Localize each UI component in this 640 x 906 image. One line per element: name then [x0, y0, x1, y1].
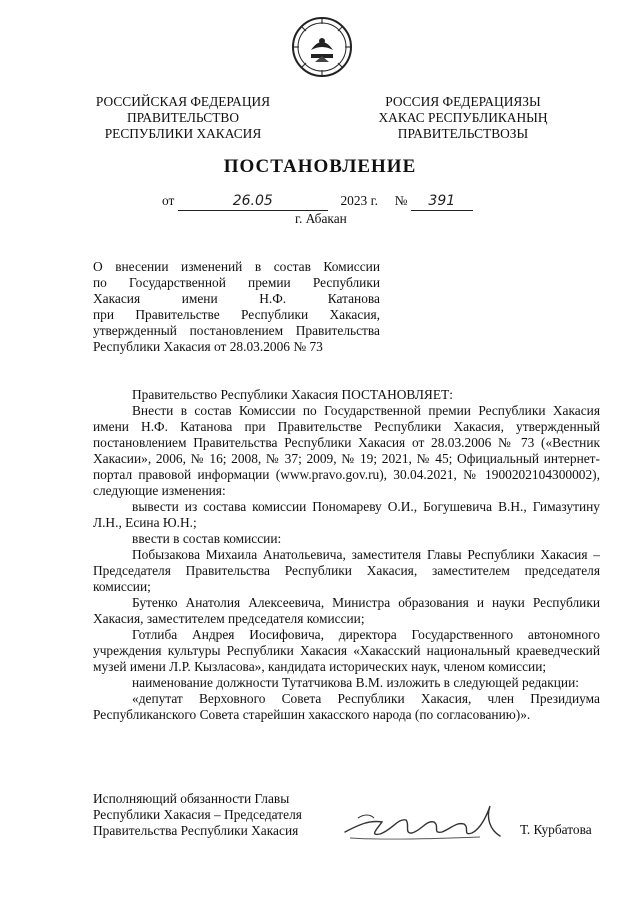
- date-field: [178, 192, 328, 211]
- header-right: [368, 94, 558, 142]
- paragraph: Внести в состав Комиссии по Государственной премии Республики Хакасия имени Н.Ф. Катанова при Правительстве Республики Хакасия, утвержденный постановлением Правительства Республики Хакасия от 28.03.2006 № 73 («Вестник Хакасии», 2006, № 16; 2008, № 37; 2009, № 19; 2021, № 45; Официальный интернет-портал правовой информации (www.pravo.gov.ru), 30.04.2021, № 1900202104300002), следующие изменения:: [93, 403, 600, 498]
- header-left-line: ПРАВИТЕЛЬСТВО: [126, 110, 239, 125]
- subject-line: утвержденный постановлением Правительства: [93, 323, 380, 338]
- subject-line: О внесении изменений в состав Комиссии: [93, 259, 380, 274]
- header-right-line: ХАКАС РЕСПУБЛИКАНЫҢ: [378, 110, 548, 125]
- number-sign: №: [394, 193, 408, 208]
- signatory-line: Исполняющий обязанности Главы: [93, 791, 290, 806]
- coat-of-arms-icon: [291, 16, 353, 78]
- paragraph: Готлиба Андрея Иосифовича, директора Государственного автономного учреждения культуры Республики Хакасия «Хакасский национальный краеведческий музей имени Л.Р. Кызласова», кандидата исторических наук, членом комиссии;: [93, 627, 600, 674]
- document-body: [93, 387, 600, 723]
- header-left-line: РОССИЙСКАЯ ФЕДЕРАЦИЯ: [95, 94, 271, 109]
- signatory-line: Правительства Республики Хакасия: [93, 823, 299, 838]
- paragraph: ввести в состав комиссии:: [132, 531, 282, 546]
- header-left-line: РЕСПУБЛИКИ ХАКАСИЯ: [104, 126, 262, 141]
- header-right-line: ПРАВИТЕЛЬСТВОЗЫ: [397, 126, 529, 141]
- paragraph: вывести из состава комиссии Пономареву О.И., Богушевича В.Н., Гимазутину Л.Н., Есина Ю.Н.;: [93, 499, 600, 530]
- date-handwritten: 26.05: [232, 193, 273, 209]
- signatory-title: [93, 791, 302, 839]
- subject-line: при Правительстве Республики Хакасия,: [93, 307, 380, 322]
- date-line: [162, 192, 473, 211]
- paragraph: Бутенко Анатолия Алексеевича, Министра образования и науки Республики Хакасия, заместителем председателя комиссии;: [93, 595, 600, 626]
- subject-line: Хакасия имени Н.Ф. Катанова: [93, 291, 380, 306]
- header-left: [88, 94, 278, 142]
- paragraph: наименование должности Тутатчикова В.М. изложить в следующей редакции:: [132, 675, 579, 690]
- date-prefix: от: [162, 193, 175, 208]
- signatory-line: Республики Хакасия – Председателя: [93, 807, 302, 822]
- number-field: [411, 192, 473, 211]
- subject-line: по Государственной премии Республики: [93, 275, 380, 290]
- handwritten-signature: [340, 800, 505, 846]
- paragraph: Побызакова Михаила Анатольевича, заместителя Главы Республики Хакасия – Председателя Правительства Республики Хакасия, заместителем председателя комиссии;: [93, 547, 600, 594]
- paragraph: «депутат Верховного Совета Республики Хакасия, член Президиума Республиканского Совета старейшин хакасского народа (по согласованию)».: [93, 691, 600, 722]
- paragraph: Правительство Республики Хакасия ПОСТАНОВЛЯЕТ:: [132, 387, 453, 402]
- document-title: ПОСТАНОВЛЕНИЕ: [223, 156, 417, 177]
- header-right-line: РОССИЯ ФЕДЕРАЦИЯЗЫ: [385, 94, 541, 109]
- date-year: 2023 г.: [340, 193, 378, 208]
- subject-line: Республики Хакасия от 28.03.2006 № 73: [93, 339, 323, 354]
- signatory-name: Т. Курбатова: [520, 822, 592, 837]
- city: г. Абакан: [295, 211, 347, 226]
- number-handwritten: 391: [428, 193, 456, 209]
- subject-block: [93, 259, 380, 355]
